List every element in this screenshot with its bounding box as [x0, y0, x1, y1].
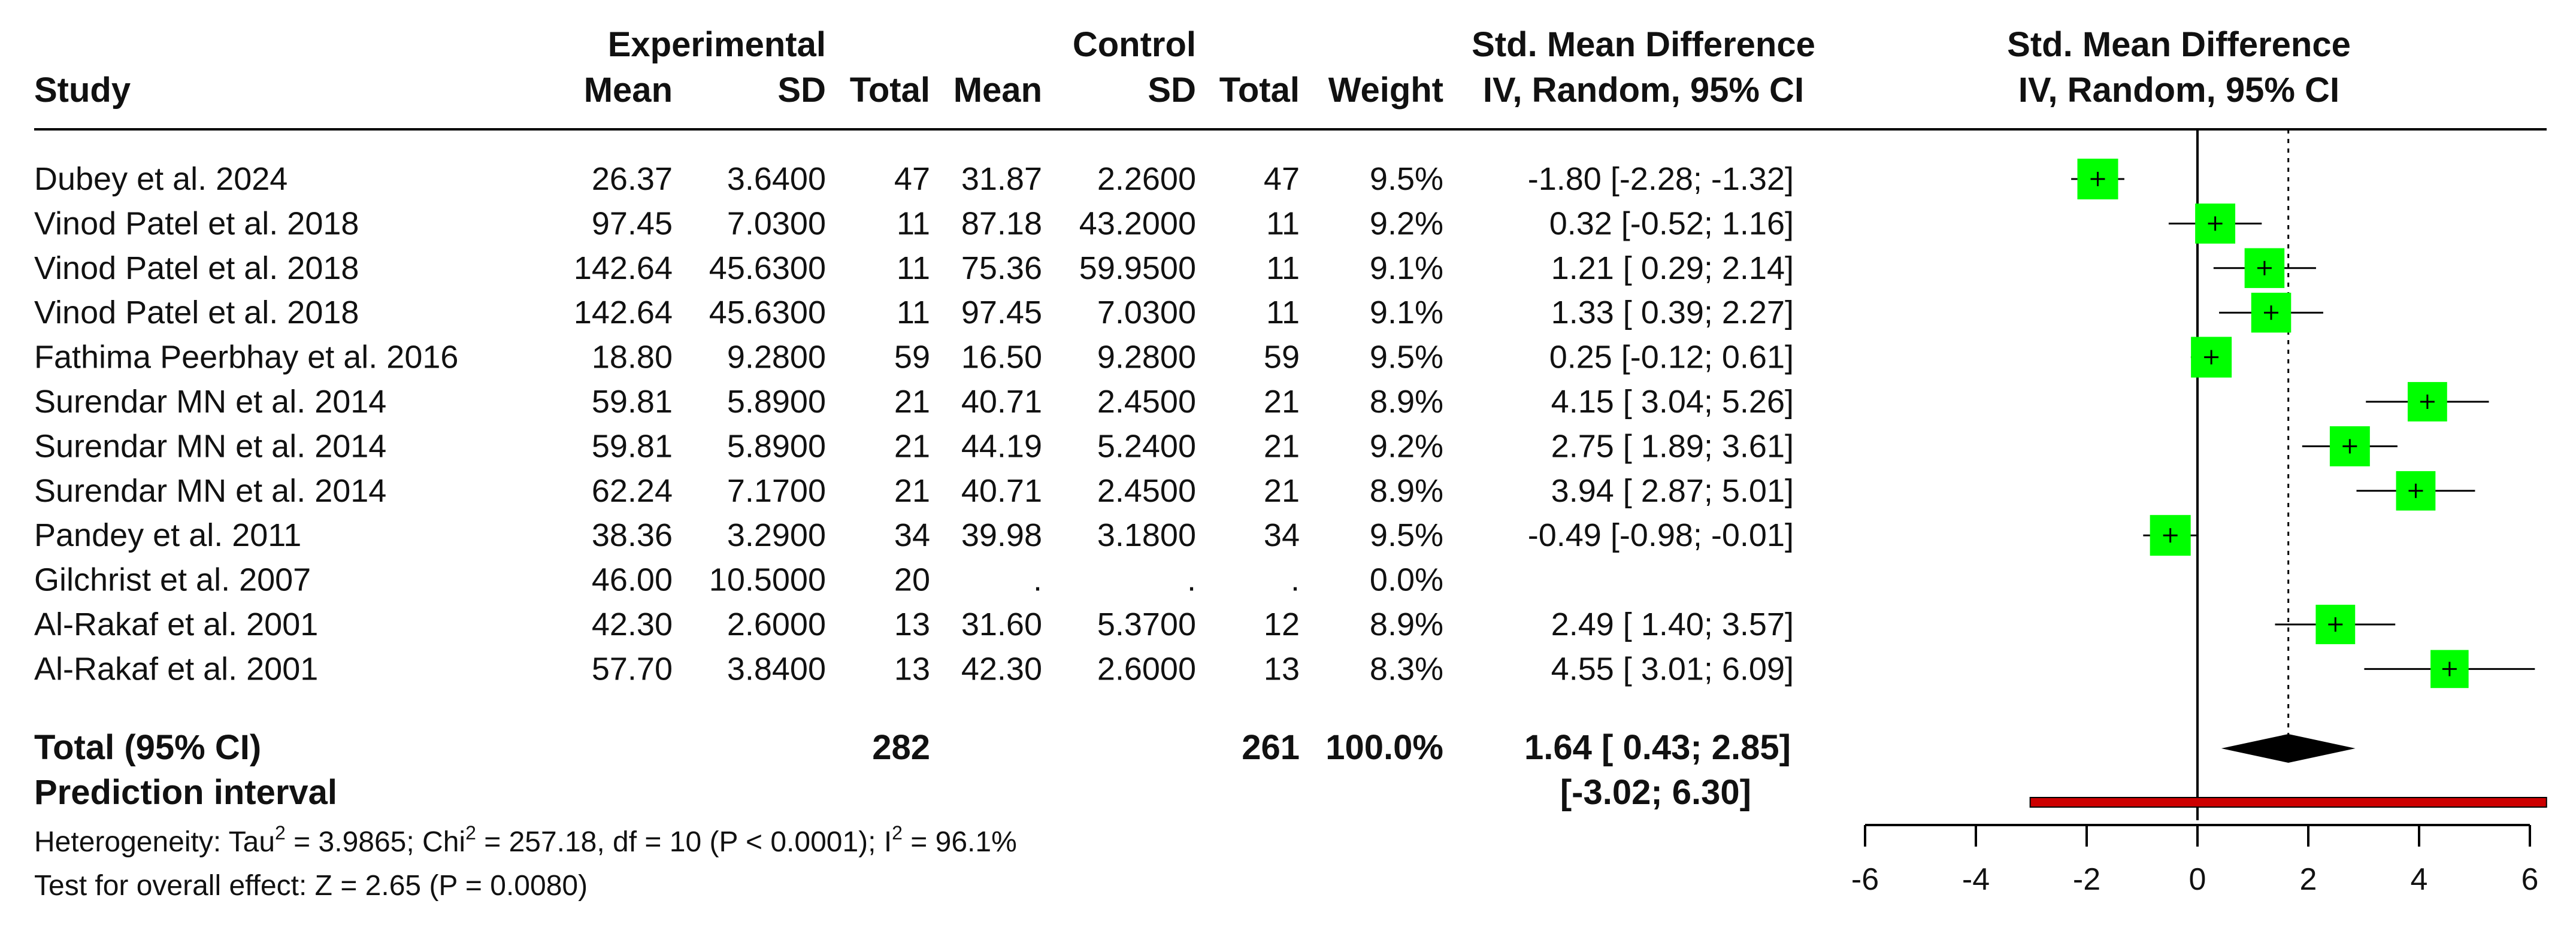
weight: 9.5% [1369, 517, 1443, 554]
ctrl-mean: 31.60 [961, 607, 1042, 642]
exp-mean: 26.37 [591, 161, 673, 197]
study-name: Gilchrist et al. 2007 [34, 562, 311, 598]
ctrl-mean: 40.71 [961, 472, 1042, 509]
exp-sd: 3.6400 [727, 161, 826, 197]
x-tick-label: 4 [2410, 862, 2428, 897]
ctrl-sd: 9.2800 [1097, 339, 1196, 375]
table-row [34, 295, 1794, 330]
study-name: Pandey et al. 2011 [34, 517, 302, 554]
effect-ci: 0.32 [-0.52; 1.16] [1549, 205, 1794, 242]
ctrl-sd-header: SD [1148, 71, 1196, 110]
exp-sd: 5.8900 [727, 384, 826, 420]
ctrl-mean: 87.18 [961, 205, 1042, 242]
ctrl-total: 12 [1263, 607, 1300, 642]
table-row [34, 473, 1794, 509]
study-name: Vinod Patel et al. 2018 [34, 205, 359, 242]
exp-sd: 45.6300 [709, 250, 826, 286]
exp-mean: 46.00 [591, 562, 673, 598]
study-name: Fathima Peerbhay et al. 2016 [34, 339, 459, 375]
exp-sd: 9.2800 [727, 339, 826, 375]
exp-total: 21 [894, 384, 930, 420]
exp-mean: 62.24 [591, 472, 673, 509]
effect-ci: 1.33 [ 0.39; 2.27] [1551, 295, 1794, 331]
exp-sd: 2.6000 [727, 607, 826, 642]
plot-method-header: IV, Random, 95% CI [2018, 71, 2340, 110]
ctrl-sd: 3.1800 [1097, 517, 1196, 554]
prediction-interval-bar [2030, 797, 2547, 807]
total-exp-n: 282 [872, 728, 930, 767]
total-ci: 1.64 [ 0.43; 2.85] [1524, 728, 1791, 767]
weight: 8.3% [1369, 651, 1443, 687]
table-row [34, 562, 1443, 598]
exp-sd: 7.1700 [727, 472, 826, 509]
exp-sd: 5.8900 [727, 428, 826, 465]
exp-sd: 7.0300 [727, 205, 826, 242]
weight: 8.9% [1369, 607, 1443, 642]
ctrl-mean: 39.98 [961, 517, 1042, 554]
study-name: Surendar MN et al. 2014 [34, 384, 387, 420]
table-row [34, 607, 1794, 642]
ctrl-mean: 75.36 [961, 250, 1042, 286]
x-tick-label: -6 [1851, 862, 1879, 897]
ctrl-total: . [1290, 562, 1300, 598]
ctrl-total: 11 [1266, 250, 1300, 286]
ctrl-sd: 59.9500 [1079, 250, 1196, 286]
weight: 9.2% [1369, 205, 1443, 242]
weight-header: Weight [1328, 71, 1443, 110]
effect-ci: 1.21 [ 0.29; 2.14] [1551, 250, 1794, 286]
exp-total: 13 [894, 651, 930, 687]
control-group-header: Control [1072, 25, 1196, 64]
weight: 9.1% [1369, 250, 1443, 286]
weight: 8.9% [1369, 472, 1443, 509]
exp-total: 21 [894, 428, 930, 465]
ctrl-mean: 31.87 [961, 161, 1042, 197]
table-row [34, 339, 1794, 375]
x-tick-label: -2 [2072, 862, 2101, 897]
exp-total: 47 [894, 161, 930, 197]
exp-total: 20 [894, 562, 930, 598]
ctrl-mean-header: Mean [953, 71, 1042, 110]
ctrl-total-header: Total [1219, 71, 1300, 110]
ctrl-mean: 40.71 [961, 384, 1042, 420]
ctrl-mean: 16.50 [961, 339, 1042, 375]
ctrl-mean: 42.30 [961, 651, 1042, 687]
x-tick-label: 6 [2521, 862, 2539, 897]
exp-sd-header: SD [777, 71, 826, 110]
x-tick-label: 2 [2299, 862, 2317, 897]
exp-mean: 97.45 [591, 205, 673, 242]
effect-ci: 2.75 [ 1.89; 3.61] [1551, 428, 1794, 465]
weight: 0.0% [1369, 562, 1443, 598]
ctrl-sd: 2.6000 [1097, 651, 1196, 687]
ctrl-total: 11 [1266, 295, 1300, 331]
plot-title-header: Std. Mean Difference [2007, 25, 2351, 64]
study-table [34, 161, 1794, 687]
effect-ci: 3.94 [ 2.87; 5.01] [1551, 472, 1794, 509]
ctrl-total: 21 [1263, 472, 1300, 509]
experimental-group-header: Experimental [607, 25, 826, 64]
ctrl-sd: 43.2000 [1079, 205, 1196, 242]
ctrl-sd: . [1186, 562, 1196, 598]
heterogeneity-text: Heterogeneity: Tau$^2$ = 3.9865; Chi$^2$ = 257.18, df = 10 (P < 0.0001); $I^2 = 96.1\%$ [34, 822, 1017, 858]
overall-effect-text: Test for overall effect: Z = 2.65 (P = 0.0080) [34, 870, 588, 902]
ctrl-sd: 2.2600 [1097, 161, 1196, 197]
exp-mean: 142.64 [573, 250, 673, 286]
study-name: Vinod Patel et al. 2018 [34, 295, 359, 331]
effect-ci: 2.49 [ 1.40; 3.57] [1551, 607, 1794, 642]
ctrl-total: 13 [1263, 651, 1300, 687]
exp-mean-header: Mean [583, 71, 673, 110]
exp-mean: 59.81 [591, 384, 673, 420]
pooled-diamond [2221, 734, 2356, 763]
study-name: Al-Rakaf et al. 2001 [34, 607, 319, 642]
table-row [34, 651, 1794, 687]
total-weight: 100.0% [1325, 728, 1443, 767]
study-name: Surendar MN et al. 2014 [34, 428, 387, 465]
table-row [34, 161, 1794, 197]
effect-ci: 4.55 [ 3.01; 6.09] [1551, 651, 1794, 687]
ctrl-total: 59 [1263, 339, 1300, 375]
effect-title-header: Std. Mean Difference [1472, 25, 1815, 64]
effect-ci: 4.15 [ 3.04; 5.26] [1551, 384, 1794, 420]
study-header: Study [34, 71, 131, 110]
exp-total: 13 [894, 607, 930, 642]
total-label: Total (95% CI) [34, 728, 262, 767]
ctrl-total: 47 [1263, 161, 1300, 197]
exp-sd: 3.2900 [727, 517, 826, 554]
table-row [34, 428, 1794, 464]
exp-total: 11 [896, 250, 930, 286]
table-row [34, 384, 1794, 420]
ctrl-total: 21 [1263, 428, 1300, 465]
exp-mean: 42.30 [591, 607, 673, 642]
prediction-label: Prediction interval [34, 773, 338, 812]
effect-ci: 0.25 [-0.12; 0.61] [1549, 339, 1794, 375]
ctrl-sd: 7.0300 [1097, 295, 1196, 331]
ctrl-mean: . [1033, 562, 1042, 598]
ctrl-sd: 5.2400 [1097, 428, 1196, 465]
effect-ci: -1.80 [-2.28; -1.32] [1527, 161, 1794, 197]
prediction-ci: [-3.02; 6.30] [1560, 773, 1751, 812]
study-name: Surendar MN et al. 2014 [34, 472, 387, 509]
exp-total-header: Total [849, 71, 930, 110]
weight: 9.5% [1369, 161, 1443, 197]
study-name: Al-Rakaf et al. 2001 [34, 651, 319, 687]
ctrl-total: 34 [1263, 517, 1300, 554]
table-row [34, 205, 1794, 241]
weight: 9.2% [1369, 428, 1443, 465]
ctrl-sd: 5.3700 [1097, 607, 1196, 642]
exp-mean: 142.64 [573, 295, 673, 331]
exp-sd: 3.8400 [727, 651, 826, 687]
exp-total: 21 [894, 472, 930, 509]
ctrl-sd: 2.4500 [1097, 384, 1196, 420]
ctrl-mean: 44.19 [961, 428, 1042, 465]
exp-mean: 18.80 [591, 339, 673, 375]
study-name: Dubey et al. 2024 [34, 161, 288, 197]
effect-ci: -0.49 [-0.98; -0.01] [1527, 517, 1794, 554]
total-ctrl-n: 261 [1242, 728, 1300, 767]
ctrl-total: 11 [1266, 205, 1300, 242]
weight: 9.5% [1369, 339, 1443, 375]
exp-mean: 38.36 [591, 517, 673, 554]
effect-method-header: IV, Random, 95% CI [1482, 71, 1805, 110]
exp-total: 59 [894, 339, 930, 375]
x-tick-label: -4 [1961, 862, 1990, 897]
plot-area [1851, 129, 2547, 897]
ctrl-mean: 97.45 [961, 295, 1042, 331]
exp-total: 11 [896, 295, 930, 331]
weight: 8.9% [1369, 384, 1443, 420]
ctrl-sd: 2.4500 [1097, 472, 1196, 509]
x-tick-label: 0 [2188, 862, 2206, 897]
table-row [34, 250, 1794, 286]
exp-sd: 45.6300 [709, 295, 826, 331]
exp-mean: 59.81 [591, 428, 673, 465]
weight: 9.1% [1369, 295, 1443, 331]
table-row [34, 517, 1794, 553]
study-name: Vinod Patel et al. 2018 [34, 250, 359, 286]
ctrl-total: 21 [1263, 384, 1300, 420]
exp-sd: 10.5000 [709, 562, 826, 598]
exp-total: 34 [894, 517, 930, 554]
exp-mean: 57.70 [591, 651, 673, 687]
exp-total: 11 [896, 205, 930, 242]
